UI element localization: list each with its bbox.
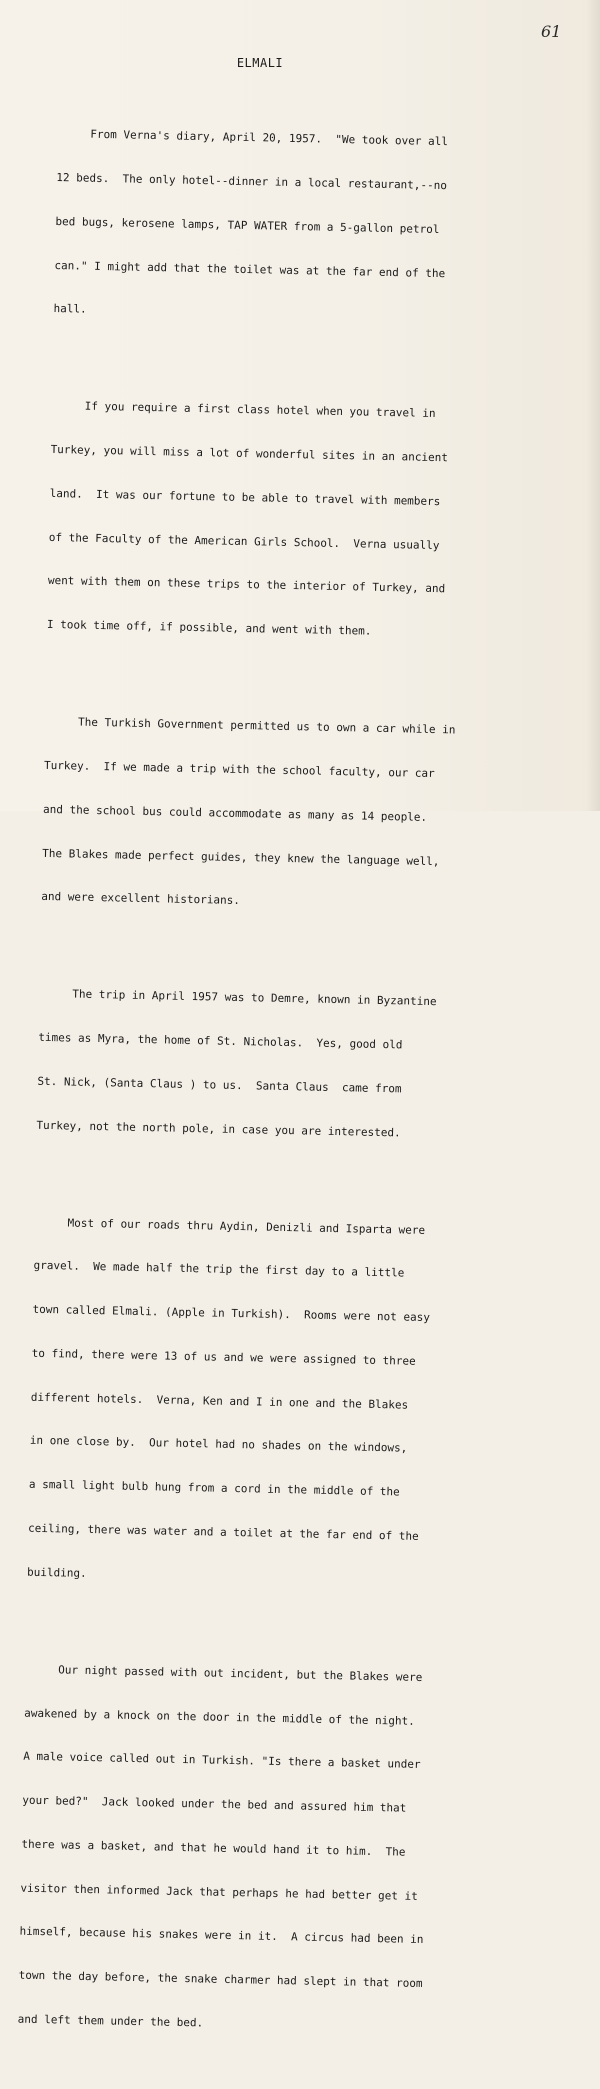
- text-line: in one close by. Our hotel had no shades on the windows,: [29, 1434, 408, 1456]
- scan-shadow-edge: [586, 0, 600, 811]
- text-line: St. Nick, (Santa Claus ) to us. Santa Claus came from: [37, 1074, 402, 1096]
- text-line: your bed?" Jack looked under the bed and assured him that: [22, 1793, 407, 1815]
- text-line: went with them on these trips to the interior of Turkey, and: [47, 574, 446, 596]
- paragraph-1: [53, 98, 488, 355]
- text-line: times as Myra, the home of St. Nicholas. Yes, good old: [38, 1030, 403, 1052]
- paragraph-3: [40, 686, 475, 943]
- text-line: a small light bulb hung from a cord in the middle of the: [28, 1477, 400, 1499]
- text-line: and left them under the bed.: [17, 2012, 204, 2030]
- text-line: 12 beds. The only hotel--dinner in a local restaurant,--no: [56, 170, 448, 193]
- page-number: 61: [541, 22, 562, 41]
- text-line: land. It was our fortune to be able to travel with members: [49, 486, 441, 508]
- text-line: building.: [26, 1565, 87, 1580]
- text-line: town the day before, the snake charmer had slept in that room: [18, 1968, 423, 1991]
- text-line: and were excellent historians.: [41, 890, 241, 908]
- text-line: town called Elmali. (Apple in Turkish). Rooms were not easy: [32, 1302, 431, 1325]
- paragraph-6: [17, 1633, 456, 2065]
- paragraph-4: [36, 958, 470, 1171]
- text-line: ceiling, there was water and a toilet at the far end of the: [27, 1521, 419, 1543]
- text-line: The Turkish Government permitted us to own a car while in: [44, 715, 456, 737]
- text-line: visitor then informed Jack that perhaps he had better get it: [20, 1881, 418, 1903]
- text-line: Most of our roads thru Aydin, Denizli and Isparta were: [34, 1215, 426, 1237]
- paragraph-5: [26, 1186, 465, 1618]
- text-line: to find, there were 13 of us and we were assigned to three: [31, 1346, 416, 1368]
- text-line: there was a basket, and that he would hand it to him. The: [21, 1837, 406, 1859]
- text-line: If you require a first class hotel when you travel in: [51, 399, 436, 421]
- text-line: bed bugs, kerosene lamps, TAP WATER from a 5-gallon petrol: [55, 214, 440, 236]
- text-line: and the school bus could accommodate as many as 14 people.: [42, 802, 428, 824]
- chapter-title: ELMALI: [236, 56, 284, 70]
- paragraph-2: [46, 370, 482, 671]
- text-line: gravel. We made half the trip the first day to a little: [33, 1259, 405, 1280]
- text-line: Turkey, you will miss a lot of wonderful sites in an ancient: [50, 442, 449, 465]
- text-line: different hotels. Verna, Ken and I in one and the Blakes: [30, 1390, 409, 1412]
- text-line: Our night passed with out incident, but the Blakes were: [24, 1662, 423, 1684]
- text-line: hall.: [53, 302, 87, 316]
- text-line: Turkey. If we made a trip with the school faculty, our car: [43, 758, 435, 780]
- text-line: A male voice called out in Turkish. "Is there a basket under: [23, 1749, 421, 1772]
- text-line: The trip in April 1957 was to Demre, known in Byzantine: [39, 987, 437, 1009]
- text-line: The Blakes made perfect guides, they knew the language well,: [42, 846, 440, 868]
- body-text: [16, 98, 487, 2089]
- text-line: can." I might add that the toilet was at the far end of the: [54, 258, 446, 280]
- text-line: himself, because his snakes were in it. A circus had been in: [19, 1925, 424, 1947]
- text-line: From Verna's diary, April 20, 1957. "We took over all: [57, 127, 449, 149]
- text-line: I took time off, if possible, and went with them.: [46, 618, 372, 638]
- text-line: of the Faculty of the American Girls School. Verna usually: [48, 530, 440, 552]
- text-line: awakened by a knock on the door in the middle of the night.: [24, 1706, 415, 1728]
- text-line: Turkey, not the north pole, in case you are interested.: [36, 1118, 401, 1139]
